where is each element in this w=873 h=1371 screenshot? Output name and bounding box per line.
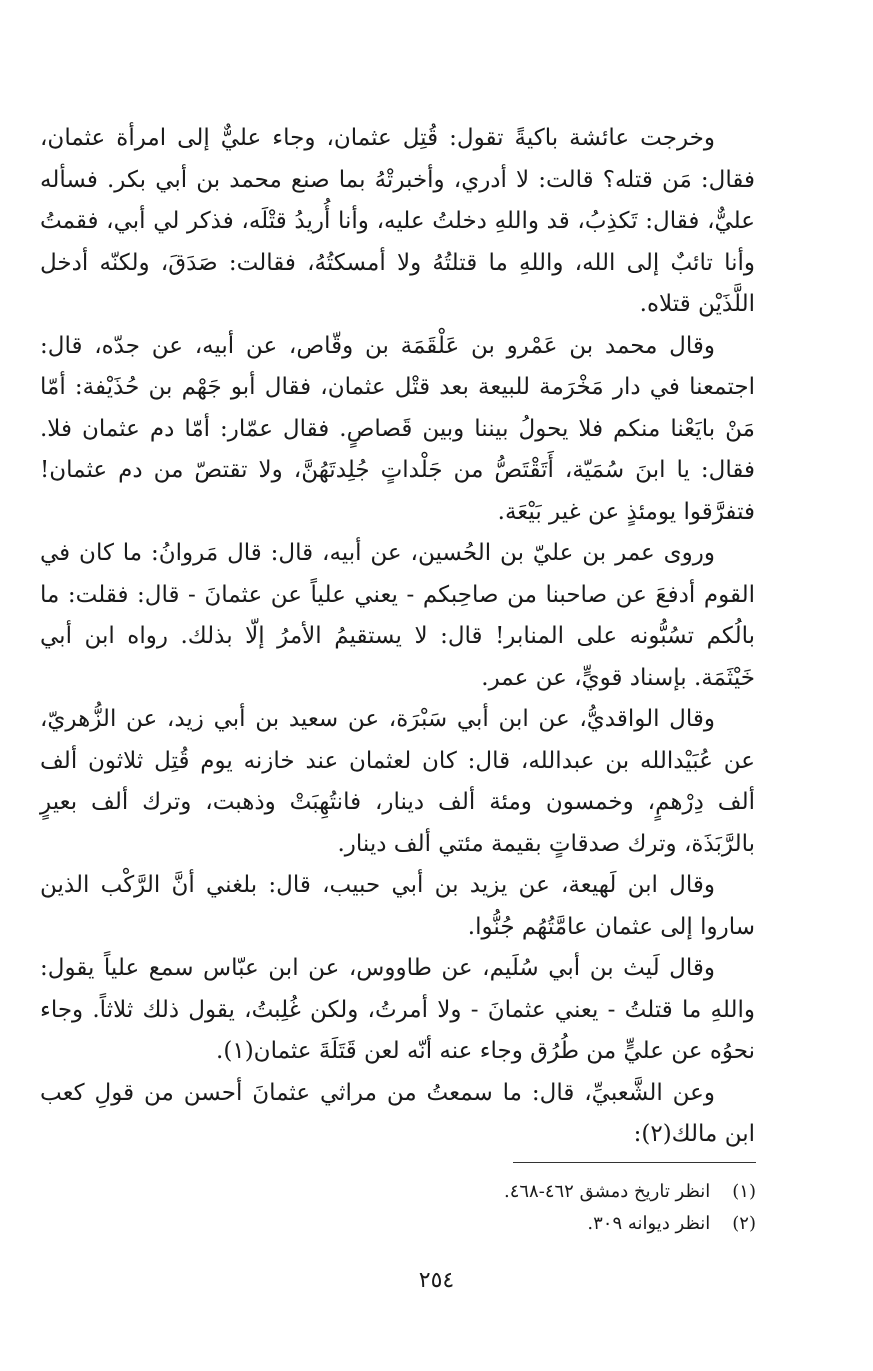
page-number: ٢٥٤ bbox=[418, 1268, 455, 1293]
paragraph-1: وخرجت عائشة باكيةً تقول: قُتِل عثمان، وجاء عليٌّ إلى امرأة عثمان، فقال: مَن قتله؟ قالت: لا أدري، وأخبرتْهُ بما صنع محمد بن أبي بكر. فسأله عليٌّ، فقال: تَكذِبُ، قد واللهِ دخلتُ عليه، وأنا أُريدُ قتْلَه، فذكر لي أبي، فقمتُ وأنا تائبٌ إلى الله، واللهِ ما قتلتُهُ ولا أمسكتُهُ، فقالت: صَدَقَ، ولكنّه أدخل اللَّذَيْن قتلاه. bbox=[40, 125, 755, 317]
paragraph-2: وقال محمد بن عَمْرو بن عَلْقَمَة بن وقّاص، عن أبيه، عن جدّه، قال: اجتمعنا في دار مَخْرَمة للبيعة بعد قتْل عثمان، فقال أبو جَهْم بن حُذَيْفة: أمّا مَنْ بايَعْنا منكم فلا يحولُ بيننا وبين قَصاصٍ. فقال عمّار: أمّا دم عثمان فلا. فقال: يا ابنَ سُمَيّة، أَتَقْتَصُّ من جَلْداتٍ جُلِدتَهُنَّ، ولا تقتصّ من دم عثمان! فتفرَّقوا يومئذٍ عن غير بَيْعَة. bbox=[40, 332, 755, 525]
paragraph-7: وعن الشَّعبيِّ، قال: ما سمعتُ من مراثي عثمانَ أحسن من قولِ كعب ابن مالك(٢): bbox=[40, 1079, 755, 1147]
footnote-2 bbox=[300, 1208, 756, 1240]
footnote-1 bbox=[300, 1176, 756, 1208]
paragraph-3: وروى عمر بن عليّ بن الحُسين، عن أبيه، قال: قال مَروانُ: ما كان في القوم أدفعَ عن صاحبنا من صاحِبكم - يعني علياً عن عثمانَ - قال: فقلت: ما بالُكم تسُبُّونه على المنابر! قال: لا يستقيمُ الأمرُ إلّا بذلك. رواه ابن أبي خَيْثَمَة. بإسناد قويٍّ، عن عمر. bbox=[40, 540, 755, 691]
paragraph-5: وقال ابن لَهيعة، عن يزيد بن أبي حبيب، قال: بلغني أنَّ الرَّكْب الذين ساروا إلى عثمان عامَّتُهُم جُنُّوا. bbox=[40, 872, 755, 940]
footnote-text: انظر ديوانه ٣٠٩. bbox=[587, 1213, 711, 1234]
footnote-number: (٢) bbox=[732, 1213, 756, 1234]
footnote-number: (١) bbox=[732, 1181, 756, 1202]
footnotes bbox=[300, 1176, 756, 1240]
main-text bbox=[40, 118, 755, 1156]
paragraph-4: وقال الواقديُّ، عن ابن أبي سَبْرَة، عن سعيد بن أبي زيد، عن الزُّهريّ، عن عُبَيْدالله بن عبدالله، قال: كان لعثمان عند خازنه يوم قُتِل ثلاثون ألف ألف دِرْهمٍ، وخمسون ومئة ألف دينار، فانتُهِبَتْ وذهبت، وترك ألف بعيرٍ بالرَّبَذَة، وترك صدقاتٍ بقيمة مئتي ألف دينار. bbox=[40, 706, 755, 857]
paragraph-6: وقال لَيث بن أبي سُلَيم، عن طاووس، عن ابن عبّاس سمع علياً يقول: واللهِ ما قتلتُ - يعني عثمانَ - ولا أمرتُ، ولكن غُلِبتُ، يقول ذلك ثلاثاً. وجاء نحوُه عن عليٍّ من طُرُق وجاء عنه أنّه لعن قَتَلَةَ عثمان(١). bbox=[40, 955, 755, 1064]
footnote-divider bbox=[513, 1162, 756, 1163]
footnote-text: انظر تاريخ دمشق ٤٦٢-٤٦٨. bbox=[503, 1181, 711, 1202]
